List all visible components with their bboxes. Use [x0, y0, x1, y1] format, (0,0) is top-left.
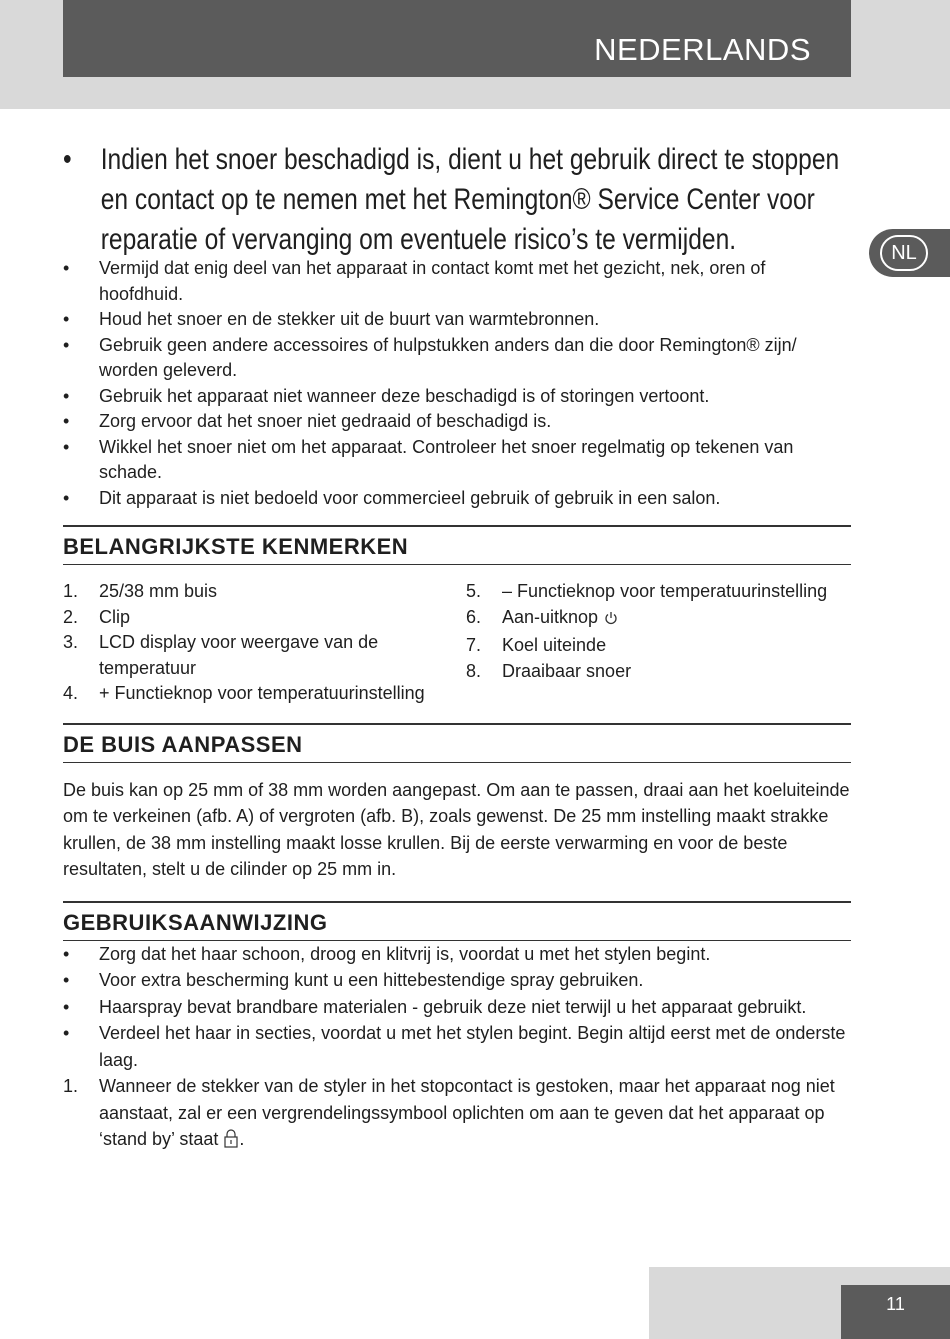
list-item: • Houd het snoer en de stekker uit de buurt van warmtebronnen. [63, 309, 600, 329]
features-column-right [466, 579, 851, 707]
section-heading-features: BELANGRIJKSTE KENMERKEN [63, 525, 851, 565]
lock-icon [223, 1128, 239, 1156]
list-item: 5. – Functieknop voor temperatuurinstelling [466, 581, 828, 601]
language-tab-label: NL [880, 235, 928, 271]
page-number: 11 [841, 1285, 950, 1339]
section-heading-adjust: DE BUIS AANPASSEN [63, 723, 851, 763]
list-item: 8. Draaibaar snoer [466, 660, 632, 681]
features-list [63, 579, 851, 707]
language-tab [869, 229, 950, 277]
list-item: • Wikkel het snoer niet om het apparaat. Controleer het snoer regelmatig op tekenen van schade. [63, 436, 794, 482]
list-item: 6. Aan-uitknop [466, 605, 851, 634]
safety-bullet-list [63, 256, 851, 511]
list-item: • Haarspray bevat brandbare materialen - gebruik deze niet terwijl u het apparaat gebruikt. [63, 996, 807, 1017]
list-item: • Gebruik het apparaat niet wanneer deze beschadigd is of storingen vertoont. [63, 385, 710, 406]
intro-bullet-list [63, 140, 851, 260]
list-item: 7. Koel uiteinde [466, 635, 607, 655]
power-icon [603, 608, 619, 634]
features-column-left [63, 579, 466, 707]
list-item: • Dit apparaat is niet bedoeld voor commercieel gebruik of gebruik in een salon. [63, 487, 721, 508]
list-item: • Indien het snoer beschadigd is, dient u het gebruik direct te stoppen en contact op te nemen met het Remington® Service Center voor reparatie of vervanging om eventuele risico’s te vermijden. [63, 140, 863, 260]
section-heading-usage: GEBRUIKSAANWIJZING [63, 901, 851, 941]
list-item: • Voor extra bescherming kunt u een hittebestendige spray gebruiken. [63, 970, 644, 990]
list-item: 1. Wanneer de stekker van de styler in het stopcontact is gestoken, maar het apparaat nog niet aanstaat, zal er een vergrendelingssymbool oplichten om aan te geven dat het apparaat op ‘stand by’ staat . [63, 1073, 851, 1156]
list-item: 4. + Functieknop voor temperatuurinstelling [63, 683, 425, 703]
list-item: • Verdeel het haar in secties, voordat u met het stylen begint. Begin altijd eerst met de onderste laag. [63, 1023, 846, 1070]
adjust-paragraph: De buis kan op 25 mm of 38 mm worden aangepast. Om aan te passen, draai aan het koeluiteinde om te verkeinen (afb. A) of vergroten (afb. B), zoals gewenst. De 25 mm instelling maakt strakke krullen, de 38 mm instelling maakt losse krullen. Bij de eerste verwarming en voor de beste resultaten, stelt u de cilinder op 25 mm in. [63, 779, 850, 879]
list-item: 3. LCD display voor weergave van de temperatuur [63, 632, 379, 678]
list-item: • Vermijd dat enig deel van het apparaat in contact komt met het gezicht, nek, oren of hoofdhuid. [63, 258, 766, 304]
list-item: • Zorg dat het haar schoon, droog en klitvrij is, voordat u met het stylen begint. [63, 943, 711, 964]
list-item: 2. Clip [63, 606, 131, 627]
page-content [63, 140, 851, 1156]
list-item: 1. 25/38 mm buis [63, 581, 218, 601]
usage-bullet-list [63, 941, 851, 1156]
language-header: NEDERLANDS [63, 0, 851, 77]
list-item: • Gebruik geen andere accessoires of hulpstukken anders dan die door Remington® zijn/ worden geleverd. [63, 334, 797, 380]
list-item: • Zorg ervoor dat het snoer niet gedraaid of beschadigd is. [63, 411, 552, 431]
bullet-marker: • [63, 143, 72, 176]
